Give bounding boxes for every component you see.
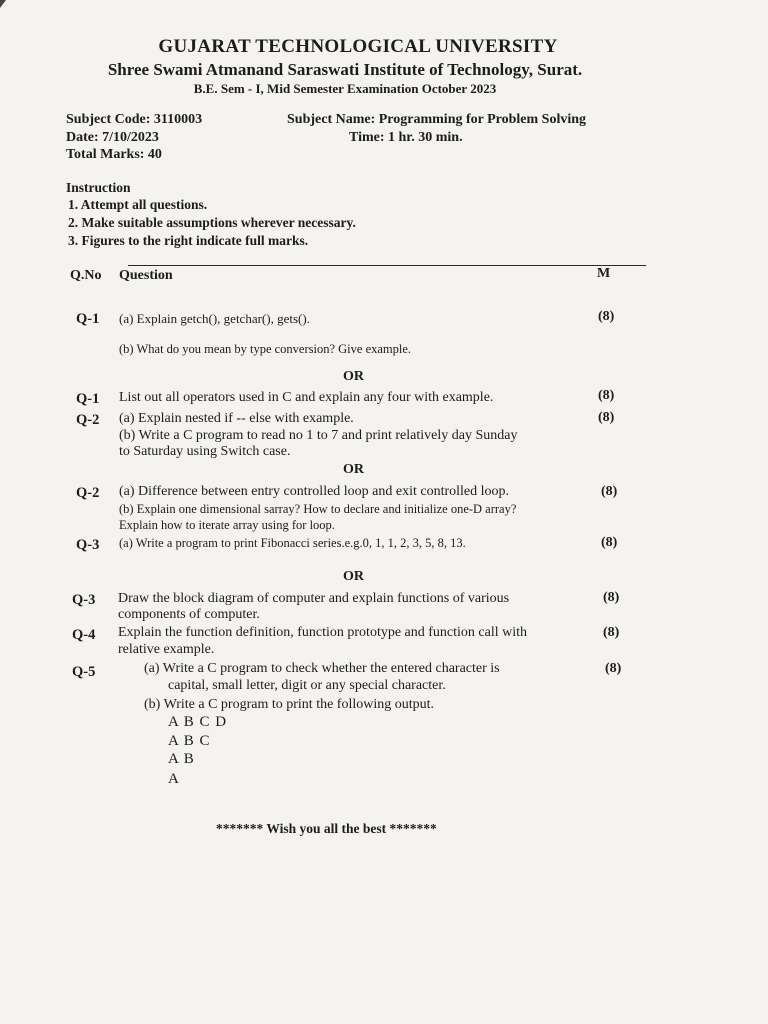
exam-title: B.E. Sem - I, Mid Semester Examination October 2023 <box>193 81 497 96</box>
question-text: capital, small letter, digit or any special character. <box>168 678 446 693</box>
question-text: (b) Write a C program to read no 1 to 7 and print relatively day Sunday <box>119 428 518 443</box>
university-title: GUJARAT TECHNOLOGICAL UNIVERSITY <box>158 36 558 57</box>
question-marks: (8) <box>601 535 618 550</box>
institute-name: Shree Swami Atmanand Saraswati Institute of Technology, Surat. <box>107 60 583 79</box>
question-number: Q-5 <box>72 664 96 680</box>
instruction-heading: Instruction <box>66 180 131 195</box>
footer-wish: ******* Wish you all the best ******* <box>216 821 437 836</box>
question-text: (a) Explain nested if -- else with example. <box>119 411 354 426</box>
question-marks: (8) <box>605 661 622 676</box>
question-marks: (8) <box>603 625 620 640</box>
question-number: Q-3 <box>76 537 100 553</box>
question-text: (a) Write a program to print Fibonacci series.e.g.0, 1, 1, 2, 3, 5, 8, 13. <box>119 536 466 550</box>
question-text: relative example. <box>118 642 215 657</box>
question-marks: (8) <box>598 410 615 425</box>
divider-line <box>128 265 646 266</box>
header-qno: Q.No <box>70 268 102 283</box>
instruction-item: 3. Figures to the right indicate full marks. <box>68 233 309 248</box>
question-text: Draw the block diagram of computer and explain functions of various <box>118 591 510 606</box>
exam-time: Time: 1 hr. 30 min. <box>349 130 463 145</box>
question-number: Q-3 <box>72 592 96 608</box>
pattern-line: A B C D <box>168 714 228 730</box>
header-question: Question <box>119 268 173 283</box>
question-marks: (8) <box>601 484 618 499</box>
question-marks: (8) <box>598 309 615 324</box>
question-text: (a) Write a C program to check whether the entered character is <box>144 661 500 676</box>
header-marks: M <box>597 266 611 281</box>
pattern-line: A <box>168 771 180 787</box>
or-separator: OR <box>343 462 364 477</box>
instruction-item: 1. Attempt all questions. <box>68 197 208 212</box>
question-number: Q-1 <box>76 391 100 407</box>
question-number: Q-1 <box>76 311 100 327</box>
subject-code: Subject Code: 3110003 <box>66 112 203 127</box>
exam-date: Date: 7/10/2023 <box>66 130 159 145</box>
question-text: (a) Difference between entry controlled loop and exit controlled loop. <box>119 484 510 499</box>
question-text: (b) Explain one dimensional sarray? How to declare and initialize one-D array? <box>119 502 517 516</box>
question-number: Q-4 <box>72 627 96 643</box>
corner-mark <box>0 0 6 8</box>
pattern-line: A B C <box>168 733 211 749</box>
instruction-item: 2. Make suitable assumptions wherever necessary. <box>68 215 356 230</box>
question-text: List out all operators used in C and explain any four with example. <box>119 390 494 405</box>
pattern-line: A B <box>168 751 195 767</box>
question-number: Q-2 <box>76 485 100 501</box>
total-marks: Total Marks: 40 <box>66 147 162 162</box>
question-text: (b) What do you mean by type conversion? Give example. <box>119 342 412 356</box>
question-marks: (8) <box>603 590 620 605</box>
question-text: to Saturday using Switch case. <box>119 444 291 459</box>
question-text: Explain how to iterate array using for loop. <box>119 518 335 532</box>
question-text: components of computer. <box>118 607 260 622</box>
question-marks: (8) <box>598 388 615 403</box>
or-separator: OR <box>343 569 364 584</box>
question-text: (b) Write a C program to print the following output. <box>144 697 435 712</box>
question-text: Explain the function definition, function prototype and function call with <box>118 625 528 640</box>
subject-name: Subject Name: Programming for Problem Solving <box>287 112 587 127</box>
or-separator: OR <box>343 369 364 384</box>
question-text: (a) Explain getch(), getchar(), gets(). <box>119 311 310 326</box>
question-number: Q-2 <box>76 412 100 428</box>
